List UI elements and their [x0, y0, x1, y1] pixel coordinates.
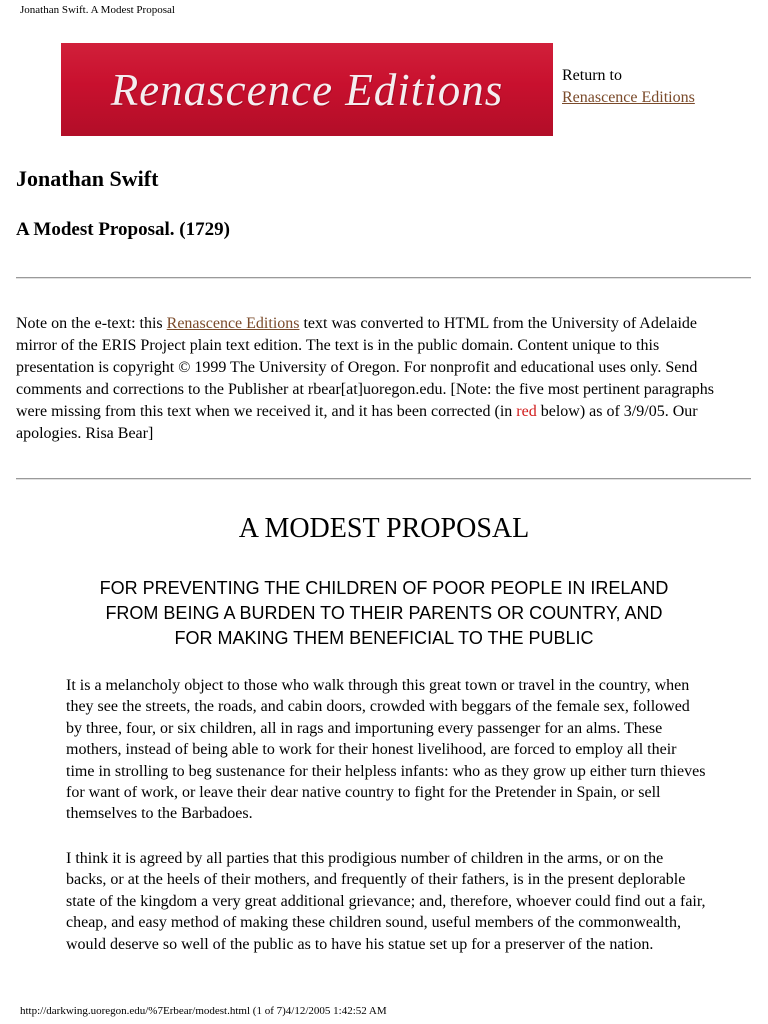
- note-middle: text was converted to HTML from the University of Adelaide mirror of the ERIS Project plain text edition. The text is in the public domain. Content unique to this presentation is copyright © 1999 The University of Oregon. For nonprofit and educational uses only. Send comments and corrections to the Publisher at rbear[at]uoregon.edu. [Note: the five most pertinent paragraphs were missing from this text when we received it, and it has been corrected (in: [16, 315, 714, 420]
- divider-middle: [16, 478, 751, 480]
- return-renascence-editions-link[interactable]: Renascence Editions: [562, 89, 695, 106]
- subtitle-line-3: FOR MAKING THEM BENEFICIAL TO THE PUBLIC: [174, 628, 594, 648]
- note-red-word: red: [516, 403, 537, 420]
- work-title-heading: A Modest Proposal. (1729): [16, 219, 230, 240]
- note-prefix: Note on the e-text: this: [16, 315, 167, 332]
- subtitle: [60, 576, 708, 651]
- renascence-editions-banner: [61, 43, 553, 136]
- subtitle-line-1: FOR PREVENTING THE CHILDREN OF POOR PEOPLE IN IRELAND: [99, 578, 669, 598]
- author-heading: Jonathan Swift: [16, 166, 159, 191]
- return-link-box: [562, 65, 695, 109]
- body-paragraph-2: I think it is agreed by all parties that this prodigious number of children in the arms, or on the backs, or at the heels of their mothers, and frequently of their fathers, is in the present deplorable state of the kingdom a very great additional grievance; and, therefore, whoever could find out a fair, cheap, and easy method of making these children sound, useful members of the commonwealth, would deserve so well of the public as to have his statue set up for a preserver of the nation.: [66, 850, 706, 953]
- subtitle-line-2: FROM BEING A BURDEN TO THEIR PARENTS OR COUNTRY, AND: [105, 603, 663, 623]
- banner-logo-text: Renascence Editions: [110, 64, 504, 115]
- print-footer-url: http://darkwing.uoregon.edu/%7Erbear/modest.html (1 of 7)4/12/2005 1:42:52 AM: [20, 1005, 387, 1017]
- note-suffix: below) as of 3/9/05. Our apologies. Risa Bear]: [16, 403, 698, 442]
- etext-note: [16, 313, 736, 445]
- print-header: Jonathan Swift. A Modest Proposal: [20, 4, 175, 16]
- note-renascence-editions-link[interactable]: Renascence Editions: [166, 315, 300, 332]
- return-to-label: Return to: [562, 67, 622, 84]
- divider-top: [16, 277, 751, 279]
- body-paragraph-1: It is a melancholy object to those who walk through this great town or travel in the country, when they see the streets, the roads, and cabin doors, crowded with beggars of the female sex, followed by three, four, or six children, all in rags and importuning every passenger for an alms. These mothers, instead of being able to work for their honest livelihood, are forced to employ all their time in strolling to beg sustenance for their helpless infants: who as they grow up either turn thieves for want of work, or leave their dear native country to fight for the Pretender in Spain, or sell themselves to the Barbadoes.: [66, 677, 706, 823]
- main-title: A MODEST PROPOSAL: [238, 513, 530, 544]
